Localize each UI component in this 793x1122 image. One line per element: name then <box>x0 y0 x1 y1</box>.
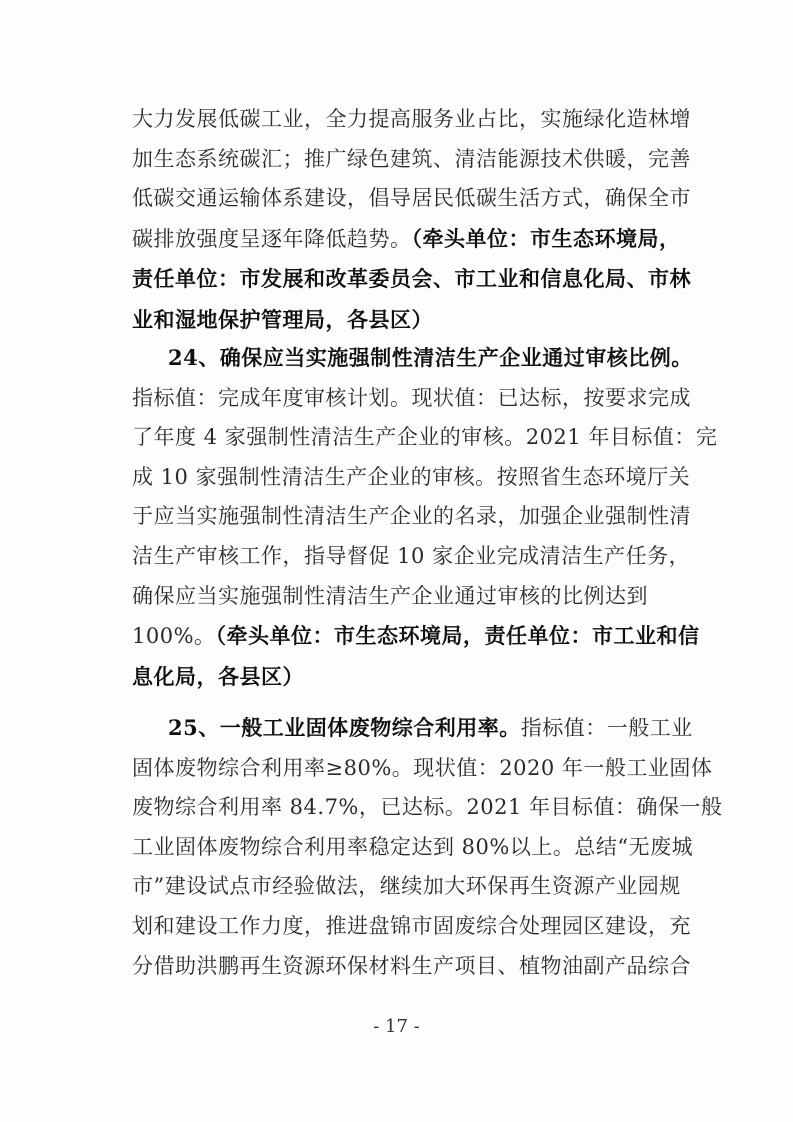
text-line: 市”建设试点市经验做法，继续加大环保再生资源产业园规 <box>132 874 681 899</box>
responsible-unit-text: 责任单位：市发展和改革委员会、市工业和信息化局、市林 <box>132 266 691 292</box>
text-line: 指标值：完成年度审核计划。现状值：已达标，按要求完成 <box>132 385 691 410</box>
lead-unit-text: （牵头单位：市生态环境局， <box>411 225 681 251</box>
page-number: - 17 - <box>373 1016 420 1037</box>
text-line: 于应当实施强制性清洁生产企业的名录，加强企业强制性清 <box>132 504 691 529</box>
text-line: 加生态系统碳汇；推广绿色建筑、清洁能源技术供暖，完善 <box>132 146 691 171</box>
paragraph-item-25 <box>132 708 723 986</box>
text-line: 废物综合利用率 84.7%，已达标。2021 年目标值：确保一般 <box>132 795 723 820</box>
text-line: 工业固体废物综合利用率稳定达到 80%以上。总结“无废城 <box>132 834 694 859</box>
text-line: 成 10 家强制性清洁生产企业的审核。按照省生态环境厅关 <box>132 464 691 489</box>
text-line: 100%。（牵头单位：市生态环境局，责任单位：市工业和信 <box>132 623 700 649</box>
text-line: 了年度 4 家强制性清洁生产企业的审核。2021 年目标值：完 <box>132 425 718 450</box>
paragraph-item-24 <box>132 338 718 697</box>
text-line: 业和湿地保护管理局，各县区） <box>132 306 433 332</box>
text-line: 息化局，各县区） <box>132 663 304 689</box>
text-line <box>132 259 691 300</box>
text-line: 碳排放强度呈逐年降低趋势。（牵头单位：市生态环境局， <box>132 225 681 251</box>
text-line: 低碳交通运输体系建设，倡导居民低碳生活方式，确保全市 <box>132 186 691 211</box>
text-line: 固体废物综合利用率≥80%。现状值：2020 年一般工业固体 <box>132 755 713 780</box>
item-heading: 24、确保应当实施强制性清洁生产企业通过审核比例。 <box>168 345 693 370</box>
text-line: 分借助洪鹏再生资源环保材料生产项目、植物油副产品综合 <box>132 953 691 978</box>
text-line: 划和建设工作力度，推进盘锦市固废综合处理园区建设，充 <box>132 913 691 938</box>
text-line: 洁生产审核工作，指导督促 10 家企业完成清洁生产任务， <box>132 543 691 568</box>
text-line: 大力发展低碳工业，全力提高服务业占比，实施绿化造林增 <box>132 107 691 131</box>
item-heading: 25、一般工业固体废物综合利用率。指标值：一般工业 <box>168 715 693 740</box>
lead-unit-text: （牵头单位：市生态环境局，责任单位：市工业和信 <box>215 623 700 649</box>
text-line: 确保应当实施强制性清洁生产企业通过审核的比例达到 <box>132 583 648 608</box>
paragraph-low-carbon <box>132 100 691 341</box>
